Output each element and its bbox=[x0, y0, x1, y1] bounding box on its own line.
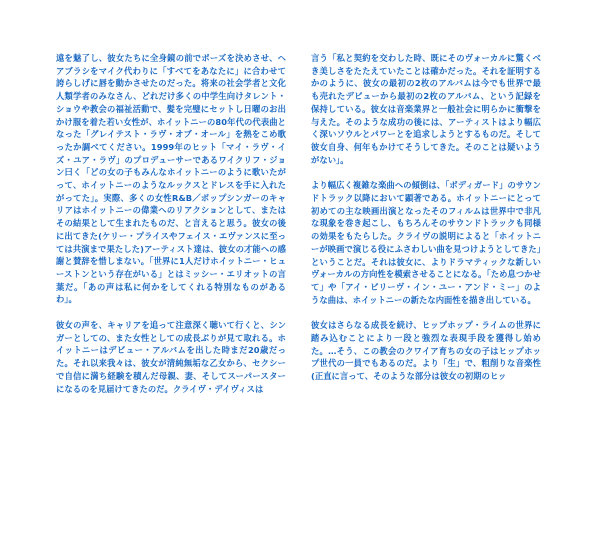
body-paragraph: より幅広く複雑な楽曲への傾倒は、「ボディガード」のサウンドトラック以降において顕著である。ホイットニーにとって初めての主な映画出演となったそのフィルムは世界中で非凡な現象を巻き起こし、もちろんそのサウンドトラックも同様の効果をもたらした。クライヴの説明によると「ホイットニーが映画で演じる役にふさわしい曲を見つけようとしてきた」ということだ。それは彼女に、よりドラマティックな新しいヴォーカルの方向性を模索させることになる。「ため息つかせて」や「アイ・ビリーヴ・イン・ユー・アンド・ミー」のような曲は、ホイットニーの新たな内面性を描き出している。 bbox=[311, 180, 541, 305]
body-paragraph: 遠を魅了し、彼女たちに全身鏡の前でポーズを決めさせ、ヘアブラシをマイク代わりに「すべてをあなたに」に合わせて誇らしげに唇を動かさせたのだった。将来の社会学者と文化人類学者のみなさん、どれだけ多くの中学生向けタレント・ショウや教会の福祉活動で、髪を完璧にセットし日曜のお出かけ服を着た若い女性が、ホイットニーの80年代の代表曲となった「グレイテスト・ラヴ・オブ・オール」を熱をこめ歌ったか調べてください。1999年のヒット「マイ・ラヴ・イズ・ユア・ラヴ」のプロデューサーであるワイクリフ・ジョン曰く「どの女の子もみんなホイットニーのように歌いたがって、ホイットニーのようなルックスとドレスを手に入れたがってた」。実際、多くの女性R&B／ポップシンガーのキャリアはホイットニーの偉業へのリアクションとして、またはその結果として生まれたものだ、と言えると思う。彼女の後に出てきた(ケリー・プライスやフェイス・エヴァンスに至っては共演まで果たした)アーティスト達は、彼女の才能への感謝と賛辞を惜しまない。「世界に1人だけホイットニー・ヒューストンという存在がいる」とはミッシー・エリオットの言葉だ。「あの声は私に何かをしてくれる特別なものがあるわ」。 bbox=[56, 53, 286, 305]
paragraph-gap bbox=[311, 306, 541, 319]
right-text-column bbox=[311, 52, 541, 383]
left-text-column bbox=[56, 52, 286, 395]
body-paragraph: 彼女の声を、キャリアを追って注意深く聴いて行くと、シンガーとしての、また女性としての成長ぶりが見て取れる。ホイットニーはデビュー・アルバムを出した時まだ20歳だった。それ以来我々は、彼女が清純無垢な乙女から、セクシーで自信に満ち経験を積んだ母親、妻、そしてスーパースターになるのを見届けてきたのだ。クライヴ・デイヴィスは bbox=[56, 320, 286, 394]
paragraph-gap bbox=[56, 306, 286, 319]
body-paragraph: 言う「私と契約を交わした時、既にそのヴォーカルに驚くべき美しさをたたえていたことは確かだった。それを証明するかのように、彼女の最初の2枚のアルバムは今でも世界で最も売れたデビューから最初の2枚のアルバム、という記録を保持している。彼女は音楽業界と一般社会に明らかに衝撃を与えた。そのような成功の後には、アーティストはより幅広く深いソウルとパワーとを追求しようとするものだ。そして彼女自身、何年もかけてそうしてきた。そのことは疑いようがない」。 bbox=[311, 53, 541, 165]
body-paragraph: 彼女はさらなる成長を続け、ヒップホップ・ライムの世界に踏み込むことにより一段と強烈な表現手段を獲得し始めた。…そう、この教会のクワイア育ちの女の子はヒップホップ世代の一員でもあるのだ。より「生」で、粗削りな音楽性(正直に言って、そのような部分は彼女の初期のヒッ bbox=[311, 320, 541, 382]
paragraph-gap bbox=[311, 166, 541, 179]
